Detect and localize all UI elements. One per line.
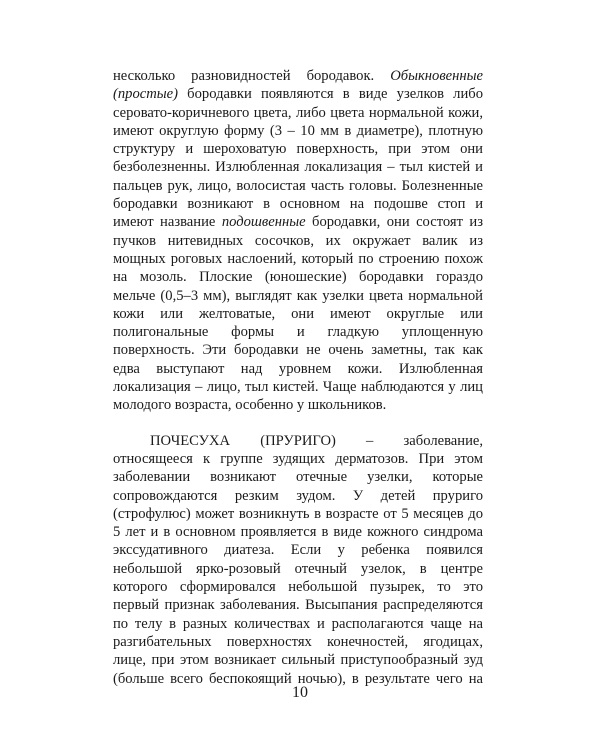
text-run: лице, при этом возникает сильный приступообразный зуд — [113, 652, 483, 669]
text-run: сопровождаются резким зудом. У детей пруриго — [113, 487, 483, 504]
text-run: экссудативного диатеза. Если у ребенка появился — [113, 542, 483, 559]
paragraph-prurigo — [113, 432, 483, 688]
text-run: первый признак заболевания. Высыпания распределяются — [113, 597, 483, 614]
text-run: едва выступают над уровнем кожи. Излюбленная — [113, 360, 483, 377]
text-line — [113, 505, 483, 523]
text-line — [113, 450, 483, 468]
text-run: серовато-коричневого цвета, либо цвета нормальной кожи, — [113, 104, 483, 121]
text-line — [113, 268, 483, 286]
italic-term: Обыкновенные — [390, 68, 483, 84]
text-line — [113, 250, 483, 268]
text-line — [113, 396, 483, 414]
text-line — [113, 104, 483, 122]
text-run: по телу в разных количествах и располагаются чаще на — [113, 615, 483, 632]
text-line — [113, 578, 483, 596]
body-text — [113, 67, 483, 688]
text-line — [113, 615, 483, 633]
text-run: относящееся к группе зудящих дерматозов. При этом — [113, 450, 483, 467]
text-run: небольшой ярко-розовый отечный узелок, в центре — [113, 560, 483, 577]
text-run: пучков нитевидных сосочков, их окружает валик из — [113, 232, 483, 249]
text-line — [113, 232, 483, 250]
paragraph-gap — [113, 415, 483, 432]
text-run: пальцев рук, лицо, волосистая часть головы. Болезненные — [113, 177, 483, 194]
text-run: безболезненны. Излюбленная локализация – тыл кистей и — [113, 159, 483, 176]
text-line — [113, 378, 483, 396]
text-run: поверхность. Эти бородавки не очень заметны, так как — [113, 342, 483, 359]
italic-term: подошвенные — [221, 214, 306, 231]
text-line — [113, 487, 483, 505]
text-run: мощных роговых наслоений, который по строению похож — [113, 250, 483, 267]
text-line — [113, 287, 483, 305]
text-line — [113, 323, 483, 341]
text-run: (строфулюс) может возникнуть в возрасте от 5 месяцев до — [113, 505, 483, 522]
text-line — [113, 560, 483, 578]
text-line — [113, 360, 483, 378]
text-run: которого сформировался небольшой пузырек, то это — [113, 579, 483, 596]
text-run: имеют название — [113, 214, 222, 231]
text-line — [113, 468, 483, 486]
text-line — [113, 305, 483, 323]
text-run: разгибательных поверхностях конечностей, ягодицах, — [113, 633, 483, 650]
text-line — [113, 67, 483, 85]
page-number: 10 — [292, 684, 308, 701]
text-run: бородавки появляются в виде узелков либо — [178, 86, 483, 103]
text-line — [113, 432, 483, 450]
text-run: на мозоль. Плоские (юношеские) бородавки гораздо — [113, 269, 483, 286]
text-run: заболевании возникают отечные узелки, которые — [113, 469, 483, 486]
text-line — [113, 213, 483, 231]
paragraph-warts — [113, 67, 483, 415]
text-run: молодого возраста, особенно у школьников. — [113, 397, 387, 414]
text-run: бородавки возникают в основном на подошве стоп и — [113, 196, 483, 213]
text-run: несколько разновидностей бородавок. — [113, 68, 391, 84]
text-line — [113, 523, 483, 541]
text-line — [113, 122, 483, 140]
text-run: мельче (0,5–3 мм), выглядят как узелки цвета нормальной — [113, 287, 483, 304]
text-line — [113, 158, 483, 176]
text-line — [113, 651, 483, 669]
text-run: имеют округлую форму (3 – 10 мм в диаметре), плотную — [113, 122, 483, 139]
text-line — [113, 195, 483, 213]
text-run: структуру и шероховатую поверхность, при этом они — [113, 141, 483, 158]
text-line — [113, 140, 483, 158]
text-line — [113, 541, 483, 559]
text-line — [113, 177, 483, 195]
text-run: кожи или желтоватые, они имеют округлые или — [113, 305, 483, 322]
text-line — [113, 633, 483, 651]
text-run: ПОЧЕСУХА (ПРУРИГО) – заболевание, — [150, 432, 483, 449]
text-run: (больше всего беспокоящий ночью), в результате чего на — [113, 670, 483, 687]
text-line — [113, 341, 483, 359]
text-line — [113, 85, 483, 103]
text-run: локализация – лицо, тыл кистей. Чаще наблюдаются у лиц — [113, 379, 483, 396]
text-run: полигональные формы и гладкую уплощенную — [113, 324, 483, 341]
text-run: 5 лет и в основном проявляется в виде кожного синдрома — [113, 524, 483, 541]
text-run: бородавки, они состоят из — [305, 214, 484, 231]
italic-term: (простые) — [113, 86, 178, 103]
text-line — [113, 596, 483, 614]
